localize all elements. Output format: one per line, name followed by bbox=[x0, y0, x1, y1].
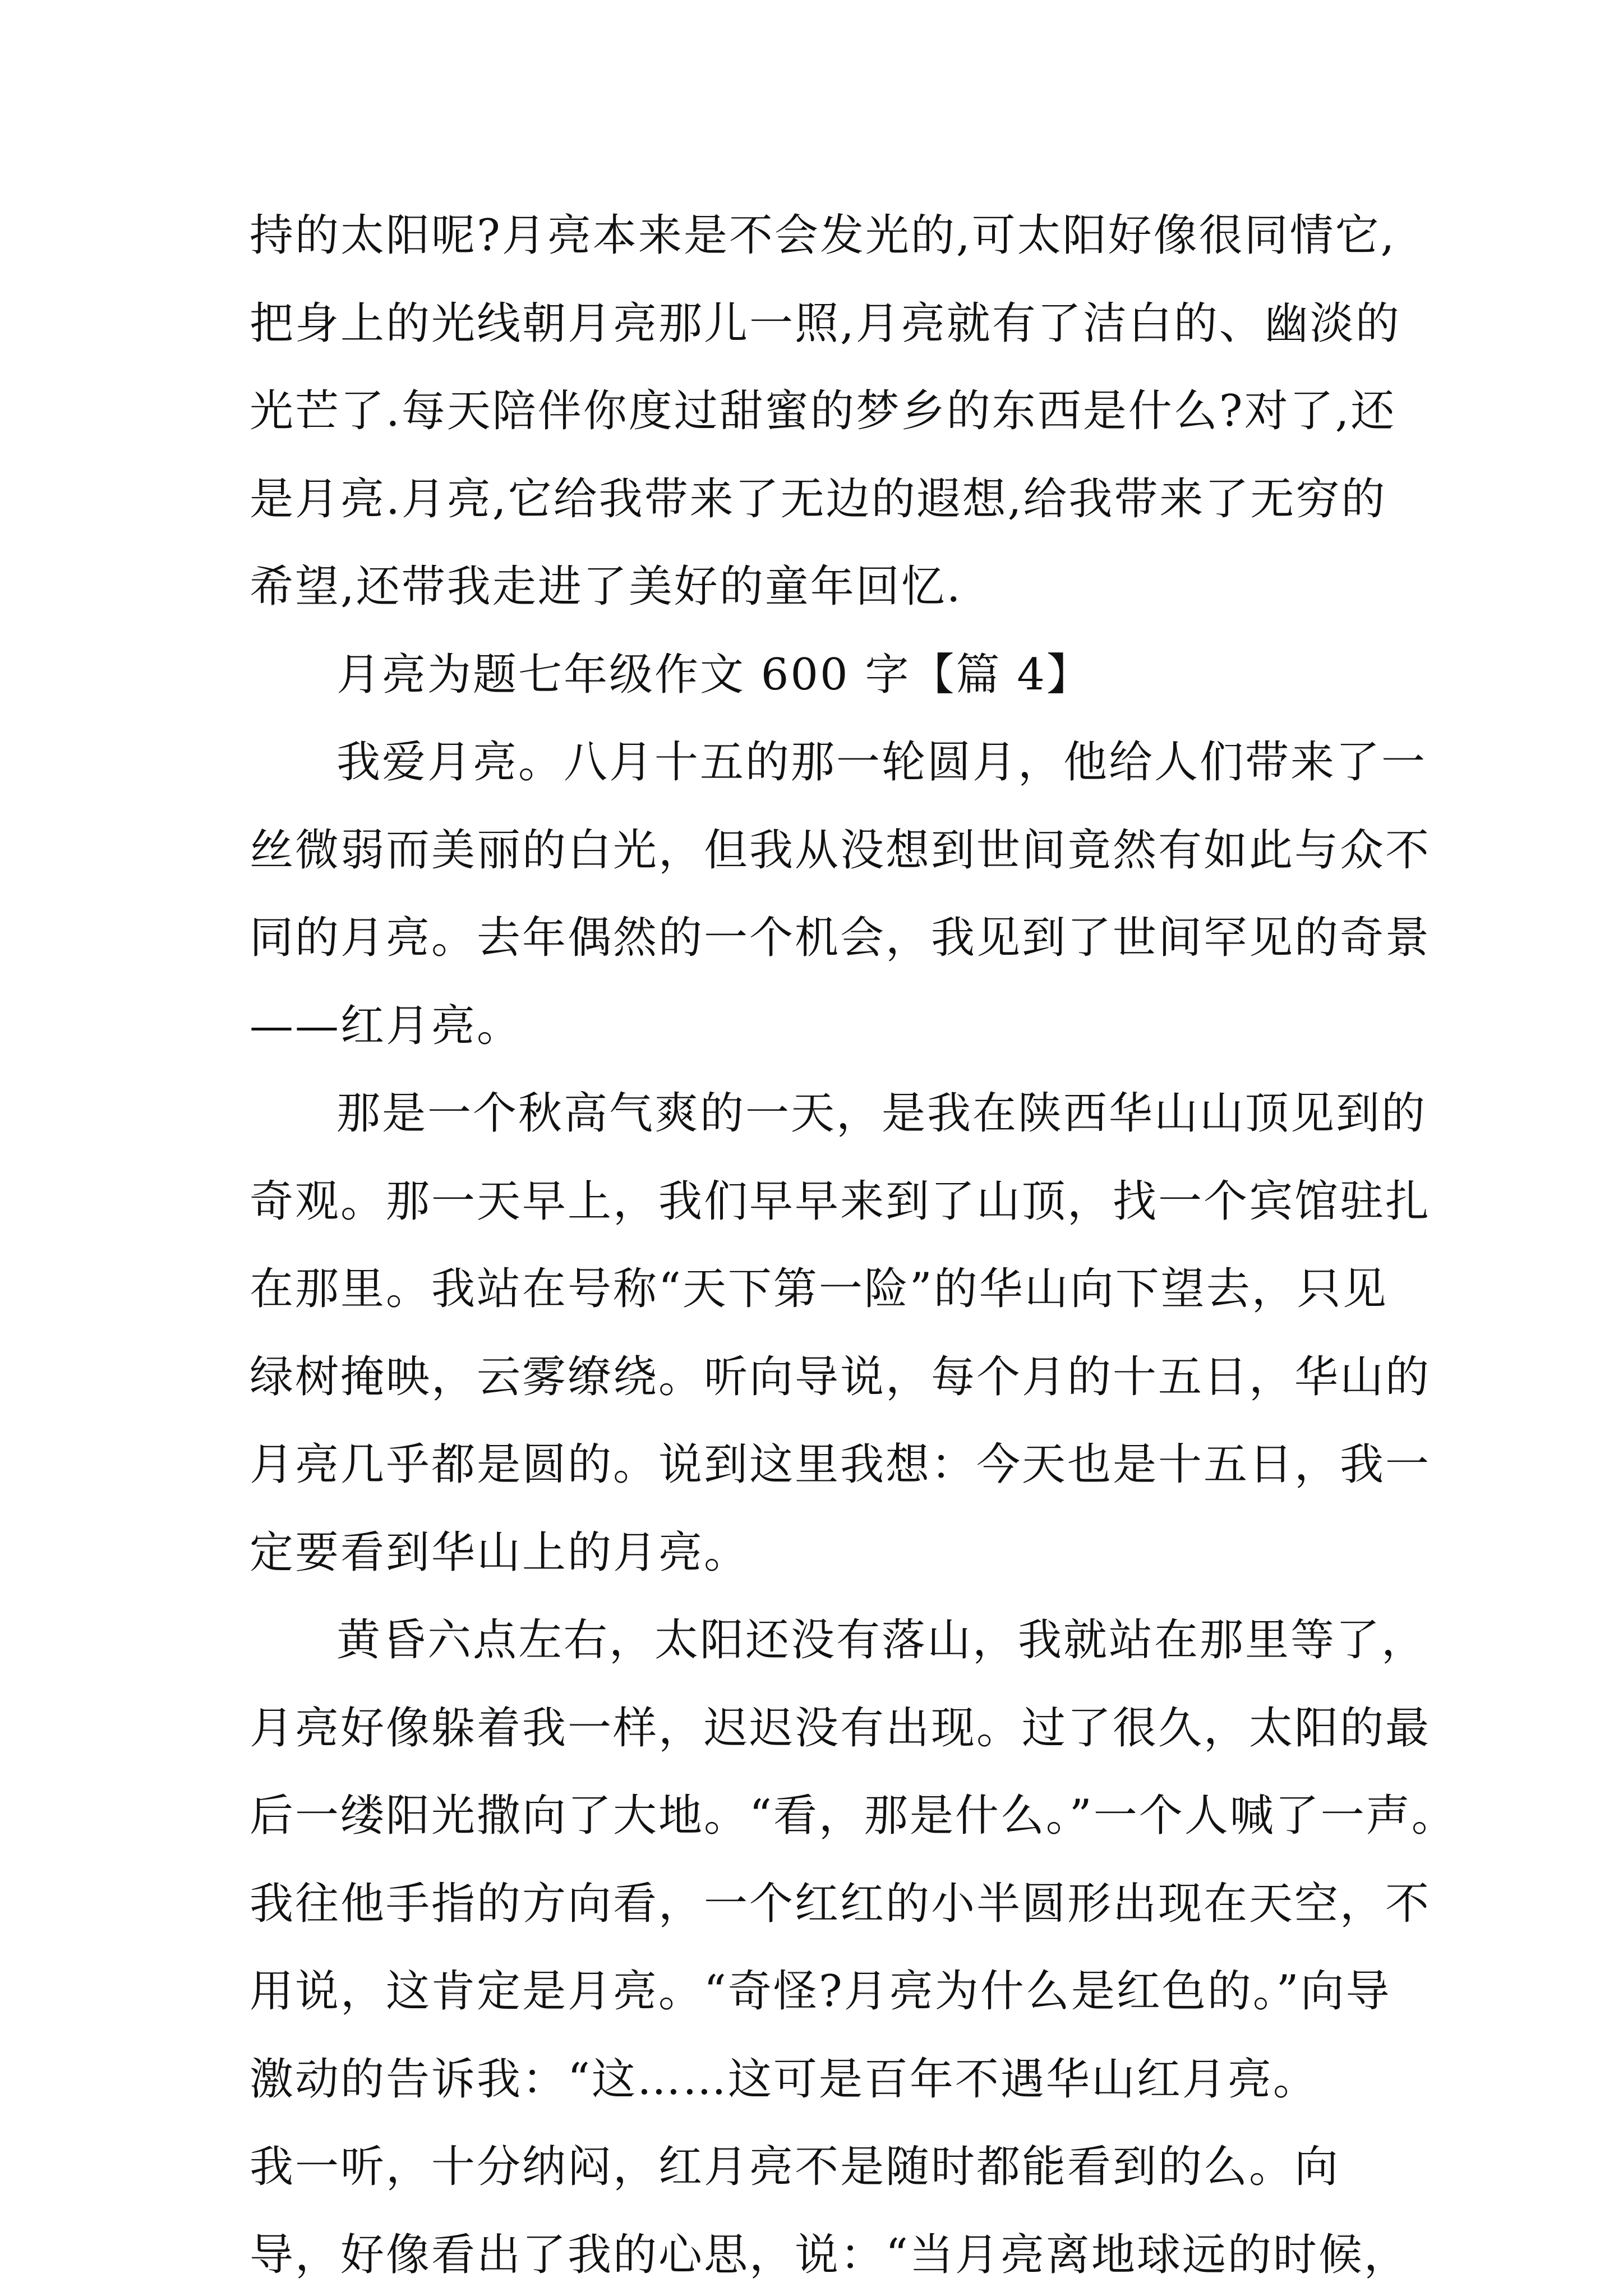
text-line: 用说，这肯定是月亮。“奇怪?月亮为什么是红色的。”向导 bbox=[250, 1966, 1391, 2017]
text-line: 我往他手指的方向看，一个红红的小半圆形出现在天空，不 bbox=[250, 1879, 1431, 1929]
text-line: 希望,还带我走进了美好的童年回忆. bbox=[250, 562, 962, 612]
paragraph-first-line: 我一听，十分纳闷，红月亮不是随时都能看到的么。向 bbox=[250, 2142, 1340, 2192]
text-line: 把身上的光线朝月亮那儿一照,月亮就有了洁白的、幽淡的 bbox=[250, 298, 1401, 349]
text-line: 绿树掩映，云雾缭绕。听向导说，每个月的十五日，华山的 bbox=[250, 1352, 1431, 1402]
text-line: 定要看到华山上的月亮。 bbox=[250, 1527, 750, 1578]
text-line: 激动的告诉我：“这……这可是百年不遇华山红月亮。 bbox=[250, 2054, 1318, 2105]
text-line: 导，好像看出了我的心思，说：“当月亮离地球远的时候， bbox=[250, 2230, 1409, 2280]
text-line: ——红月亮。 bbox=[250, 1001, 523, 1051]
text-line: 月亮好像躲着我一样，迟迟没有出现。过了很久，太阳的最 bbox=[250, 1703, 1431, 1754]
paragraph-first-line: 黄昏六点左右，太阳还没有落山，我就站在那里等了， bbox=[336, 1615, 1427, 1665]
section-heading: 月亮为题七年级作文 600 字【篇 4】 bbox=[336, 650, 1092, 700]
text-line: 后一缕阳光撒向了大地。“看，那是什么。”一个人喊了一声。 bbox=[250, 1791, 1457, 1841]
text-line: 是月亮.月亮,它给我带来了无边的遐想,给我带来了无穷的 bbox=[250, 474, 1387, 524]
paragraph-first-line: 我爱月亮。八月十五的那一轮圆月，他给人们带来了一 bbox=[336, 737, 1427, 788]
text-line: 光芒了.每天陪伴你度过甜蜜的梦乡的东西是什么?对了,还 bbox=[250, 386, 1396, 436]
text-line: 同的月亮。去年偶然的一个机会，我见到了世间罕见的奇景 bbox=[250, 913, 1431, 963]
text-line: 丝微弱而美丽的白光，但我从没想到世间竟然有如此与众不 bbox=[250, 825, 1431, 876]
text-line: 持的太阳呢?月亮本来是不会发光的,可太阳好像很同情它, bbox=[250, 210, 1396, 261]
paragraph-first-line: 那是一个秋高气爽的一天，是我在陕西华山山顶见到的 bbox=[336, 1088, 1427, 1139]
text-line: 月亮几乎都是圆的。说到这里我想：今天也是十五日，我一 bbox=[250, 1439, 1431, 1490]
text-line: 奇观。那一天早上，我们早早来到了山顶，找一个宾馆驻扎 bbox=[250, 1176, 1431, 1227]
text-line: 在那里。我站在号称“天下第一险”的华山向下望去，只见 bbox=[250, 1264, 1388, 1314]
